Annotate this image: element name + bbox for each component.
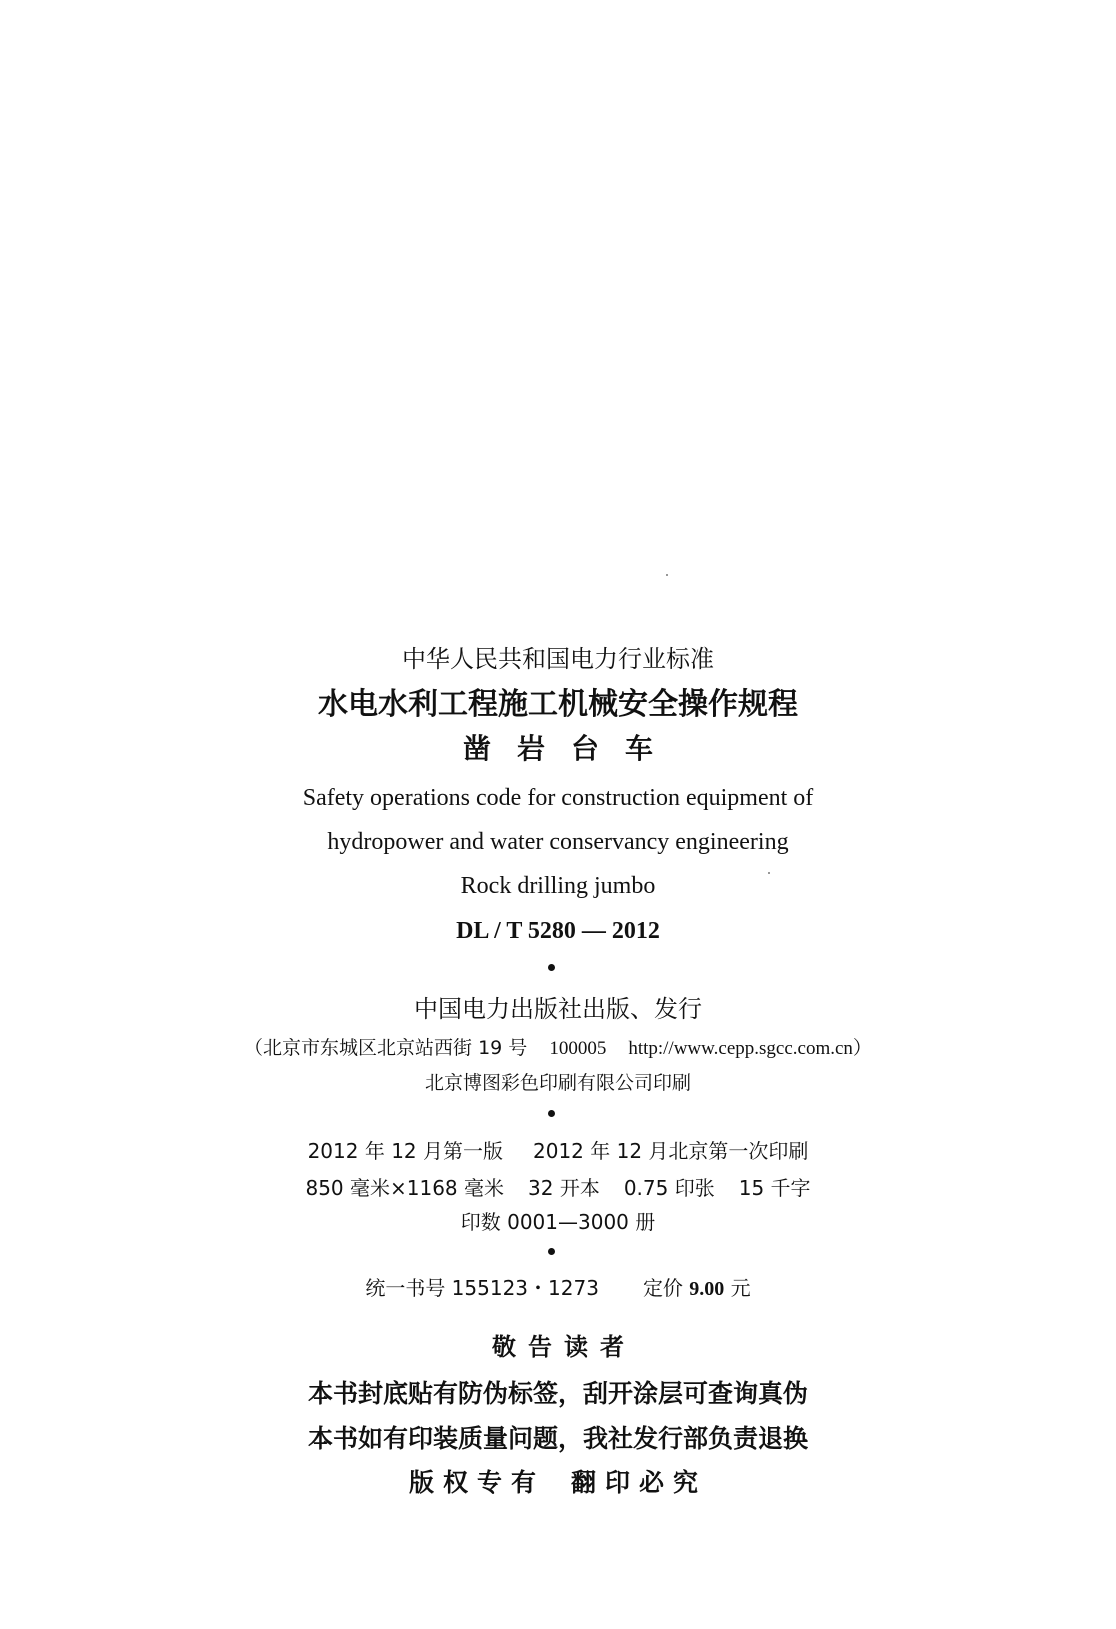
notice-line-2-text: 本书如有印装质量问题，我社发行部负责退换 (307, 1424, 808, 1453)
notice-heading (0, 1335, 1116, 1359)
scan-speck (768, 872, 770, 874)
chinese-title (0, 687, 1116, 722)
chinese-title-text: 水电水利工程施工机械安全操作规程 (318, 687, 798, 722)
print-run-line (0, 1212, 1116, 1232)
english-title-line-2-text: hydropower and water conservancy engineering (327, 829, 789, 855)
notice-line-1-text: 本书封底贴有防伪标签，刮开涂层可查询真伪 (307, 1379, 808, 1408)
price-value: 9.00 (689, 1278, 725, 1300)
printer-text: 北京博图彩色印刷有限公司印刷 (424, 1072, 691, 1094)
scan-speck (666, 574, 668, 576)
book-number-line (0, 1278, 1116, 1299)
standard-number-text: DL / T 5280 — 2012 (456, 918, 660, 944)
copyright-left-text: 版权专有 (408, 1468, 545, 1497)
english-subtitle-text: Rock drilling jumbo (460, 873, 656, 899)
separator-dot (548, 1110, 555, 1117)
separator-dot (548, 1248, 555, 1255)
english-title-line-1 (0, 786, 1116, 810)
printing-text: 2012 年 12 月北京第一次印刷 (533, 1139, 809, 1163)
separator-dot (548, 964, 555, 971)
copyright-line (0, 1470, 1116, 1495)
edition-text: 2012 年 12 月第一版 (307, 1139, 503, 1163)
publisher-address-text: （北京市东城区北京站西街 19 号 (244, 1037, 528, 1059)
standard-type-text: 中华人民共和国电力行业标准 (402, 645, 714, 673)
english-title-line-1-text: Safety operations code for construction equipment of (302, 785, 814, 811)
english-title-line-2 (0, 830, 1116, 854)
print-run-text: 印数 0001—3000 册 (460, 1210, 656, 1234)
publisher-url: http://www.cepp.sgcc.com.cn (628, 1038, 853, 1059)
chinese-subtitle (0, 732, 1116, 765)
standard-number (0, 919, 1116, 943)
format-line (0, 1178, 1116, 1198)
format-text: 32 开本 (528, 1176, 600, 1200)
publisher-address-close: ） (852, 1037, 872, 1059)
publisher-postcode: 100005 (549, 1038, 607, 1059)
notice-heading-text: 敬告读者 (492, 1333, 636, 1361)
publisher-address (0, 1039, 1116, 1058)
copyright-right-text: 翻印必究 (571, 1468, 708, 1497)
word-count-text: 15 千字 (738, 1176, 811, 1200)
notice-line-1 (0, 1381, 1116, 1406)
sheets-text: 0.75 印张 (623, 1176, 715, 1200)
price-unit: 元 (724, 1276, 751, 1300)
standard-type-line (0, 647, 1116, 671)
chinese-subtitle-text: 凿岩台车 (462, 732, 679, 765)
publisher-text: 中国电力出版社出版、发行 (414, 995, 702, 1023)
english-subtitle (0, 874, 1116, 898)
printer-line (0, 1074, 1116, 1093)
notice-line-2 (0, 1426, 1116, 1451)
publisher-line (0, 997, 1116, 1021)
price-label: 定价 (642, 1276, 690, 1300)
paper-size-text: 850 毫米×1168 毫米 (305, 1176, 505, 1200)
book-number-text: 统一书号 155123・1273 (365, 1276, 599, 1300)
edition-line (0, 1141, 1116, 1161)
